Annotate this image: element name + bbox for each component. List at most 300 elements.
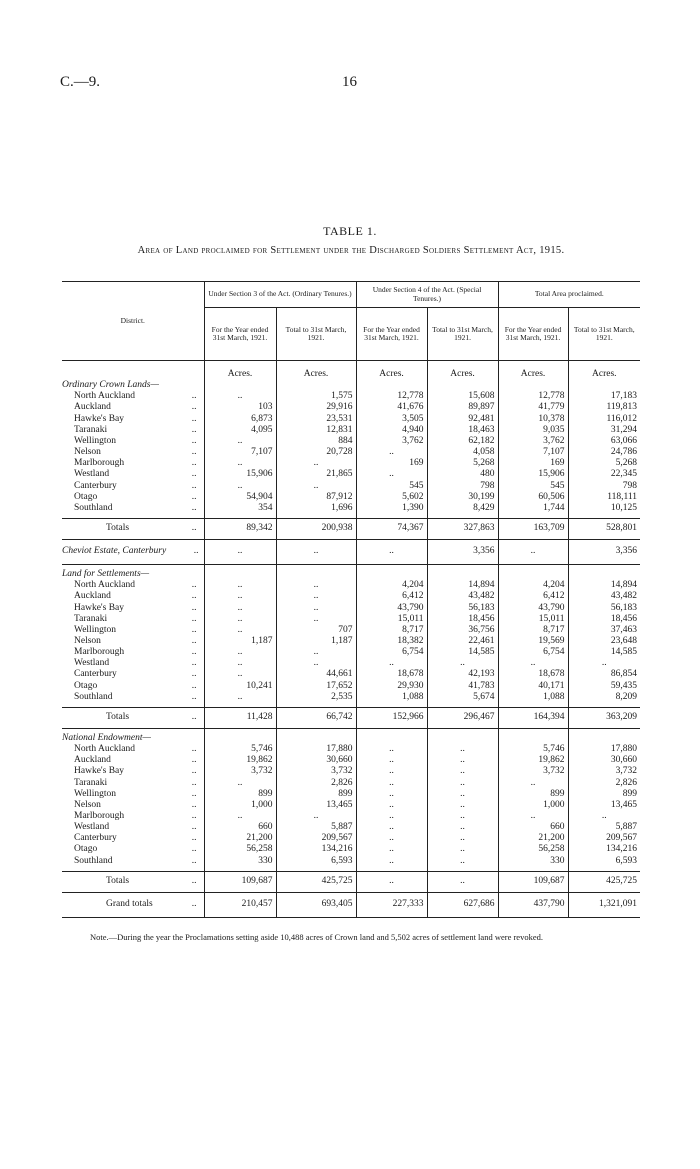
- empty-cell: [356, 728, 427, 744]
- value-cell: 899: [204, 789, 276, 800]
- leader: ..: [191, 712, 197, 723]
- col-total-3: Total to 31st March, 1921.: [568, 308, 640, 361]
- value-cell: 660: [498, 822, 568, 833]
- table-row: [62, 436, 640, 447]
- district-cell: [62, 766, 204, 777]
- value-cell: ..: [204, 580, 276, 591]
- value-cell: 13,465: [568, 800, 640, 811]
- value-cell: 3,356: [427, 540, 498, 565]
- value-cell: 21,200: [498, 833, 568, 844]
- district-name: Otago: [74, 680, 98, 691]
- value-cell: 89,897: [427, 402, 498, 413]
- value-cell: ..: [356, 833, 427, 844]
- district-cell: [62, 425, 204, 436]
- value-cell: ..: [568, 811, 640, 822]
- land-area-table: [62, 281, 640, 918]
- value-cell: 5,674: [427, 692, 498, 703]
- district-name: Otago: [74, 491, 98, 502]
- leader: ..: [191, 591, 197, 602]
- value-cell: ..: [276, 591, 356, 602]
- value-cell: 3,762: [356, 436, 427, 447]
- value-cell: 18,456: [568, 614, 640, 625]
- district-cell: [62, 414, 204, 425]
- value-cell: 23,531: [276, 414, 356, 425]
- leader: ..: [191, 744, 197, 755]
- value-cell: 4,058: [427, 447, 498, 458]
- total-cell: 425,725: [568, 871, 640, 892]
- leader: ..: [191, 402, 197, 413]
- value-cell: ..: [356, 658, 427, 669]
- value-cell: 43,790: [356, 603, 427, 614]
- unit-cell: Acres.: [498, 361, 568, 381]
- leader: ..: [191, 777, 197, 788]
- value-cell: 8,717: [498, 625, 568, 636]
- value-cell: 169: [498, 458, 568, 469]
- value-cell: 18,382: [356, 636, 427, 647]
- table-row: [62, 481, 640, 492]
- page-code: C.—9.: [60, 74, 101, 90]
- value-cell: ..: [498, 658, 568, 669]
- empty-cell: [498, 565, 568, 581]
- value-cell: ..: [356, 755, 427, 766]
- value-cell: ..: [204, 811, 276, 822]
- totals-row: [62, 871, 640, 892]
- value-cell: 118,111: [568, 492, 640, 503]
- value-cell: 3,732: [204, 766, 276, 777]
- district-cell: [62, 591, 204, 602]
- empty-cell: [356, 380, 427, 391]
- district-cell: [62, 647, 204, 658]
- leader: ..: [191, 624, 197, 635]
- value-cell: 545: [356, 481, 427, 492]
- footnote: Note.—During the year the Proclamations setting aside 10,488 acres of Crown land and 5,502 acres of settlement land were revoked.: [90, 932, 543, 942]
- value-cell: ..: [204, 481, 276, 492]
- total-cell: 296,467: [427, 707, 498, 728]
- table-row: [62, 856, 640, 867]
- value-cell: 5,602: [356, 492, 427, 503]
- grand-totals-label-cell: [62, 892, 204, 917]
- value-cell: ..: [204, 436, 276, 447]
- value-cell: 30,199: [427, 492, 498, 503]
- district-name: Taranaki: [74, 777, 108, 788]
- value-cell: 1,000: [498, 800, 568, 811]
- value-cell: ..: [204, 778, 276, 789]
- value-cell: 116,012: [568, 414, 640, 425]
- value-cell: 59,435: [568, 681, 640, 692]
- value-cell: 13,465: [276, 800, 356, 811]
- table-row: [62, 636, 640, 647]
- leader: ..: [191, 580, 197, 591]
- value-cell: ..: [356, 540, 427, 565]
- district-cell: [62, 692, 204, 703]
- district-cell: [62, 469, 204, 480]
- unit-cell: Acres.: [568, 361, 640, 381]
- unit-cell: Acres.: [276, 361, 356, 381]
- unit-cell: Acres.: [356, 361, 427, 381]
- district-cell: [62, 436, 204, 447]
- value-cell: 209,567: [276, 833, 356, 844]
- totals-label: Totals: [106, 876, 130, 887]
- value-cell: 40,171: [498, 681, 568, 692]
- value-cell: 15,906: [204, 469, 276, 480]
- value-cell: 87,912: [276, 492, 356, 503]
- district-name: Taranaki: [74, 424, 108, 435]
- value-cell: 330: [204, 856, 276, 867]
- value-cell: 18,463: [427, 425, 498, 436]
- value-cell: 7,107: [204, 447, 276, 458]
- value-cell: ..: [276, 603, 356, 614]
- unit-cell: Acres.: [427, 361, 498, 381]
- value-cell: 10,378: [498, 414, 568, 425]
- value-cell: 43,790: [498, 603, 568, 614]
- district-cell: [62, 603, 204, 614]
- value-cell: 92,481: [427, 414, 498, 425]
- total-cell: 109,687: [498, 871, 568, 892]
- district-cell: [62, 658, 204, 669]
- value-cell: 30,660: [276, 755, 356, 766]
- value-cell: ..: [276, 658, 356, 669]
- empty-cell: [568, 380, 640, 391]
- district-name: Wellington: [74, 624, 116, 635]
- value-cell: 56,258: [498, 844, 568, 855]
- value-cell: 86,854: [568, 669, 640, 680]
- district-cell: [62, 625, 204, 636]
- value-cell: 15,608: [427, 391, 498, 402]
- unit-cell: Acres.: [204, 361, 276, 381]
- district-cell: [62, 822, 204, 833]
- table-row: [62, 540, 640, 565]
- table-row: [62, 425, 640, 436]
- value-cell: 60,506: [498, 492, 568, 503]
- value-cell: 10,241: [204, 681, 276, 692]
- district-name: Hawke's Bay: [74, 766, 124, 777]
- total-cell: 11,428: [204, 707, 276, 728]
- col-total-1: Total to 31st March, 1921.: [276, 308, 356, 361]
- value-cell: 18,678: [498, 669, 568, 680]
- section4-header: Under Section 4 of the Act. (Special Tenures.): [356, 282, 498, 308]
- value-cell: ..: [204, 391, 276, 402]
- empty-cell: [568, 565, 640, 581]
- district-name: Marlborough: [74, 647, 125, 658]
- value-cell: 899: [498, 789, 568, 800]
- value-cell: 6,412: [498, 591, 568, 602]
- leader: ..: [191, 435, 197, 446]
- value-cell: ..: [356, 822, 427, 833]
- leader: ..: [191, 480, 197, 491]
- table-row: [62, 492, 640, 503]
- value-cell: 6,873: [204, 414, 276, 425]
- totals-label-cell: [62, 871, 204, 892]
- value-cell: 54,904: [204, 492, 276, 503]
- district-name: Marlborough: [74, 458, 125, 469]
- value-cell: 1,390: [356, 503, 427, 514]
- district-cell: [62, 402, 204, 413]
- value-cell: ..: [427, 789, 498, 800]
- grand-total-cell: 627,686: [427, 892, 498, 917]
- total-cell: 528,801: [568, 519, 640, 540]
- total-cell: 327,863: [427, 519, 498, 540]
- value-cell: ..: [427, 766, 498, 777]
- district-cell: [62, 755, 204, 766]
- table-row: [62, 669, 640, 680]
- value-cell: 17,880: [568, 744, 640, 755]
- value-cell: 5,887: [568, 822, 640, 833]
- value-cell: 354: [204, 503, 276, 514]
- table-row: [62, 766, 640, 777]
- district-cell: [62, 744, 204, 755]
- district-name: Nelson: [74, 635, 101, 646]
- value-cell: 12,831: [276, 425, 356, 436]
- value-cell: 1,575: [276, 391, 356, 402]
- empty-cell: [204, 380, 276, 391]
- district-name: Otago: [74, 844, 98, 855]
- value-cell: 3,505: [356, 414, 427, 425]
- value-cell: 17,652: [276, 681, 356, 692]
- value-cell: 29,916: [276, 402, 356, 413]
- value-cell: ..: [204, 669, 276, 680]
- district-name: Auckland: [74, 755, 111, 766]
- table-row: [62, 844, 640, 855]
- value-cell: 43,482: [427, 591, 498, 602]
- value-cell: ..: [204, 603, 276, 614]
- leader: ..: [191, 899, 197, 910]
- value-cell: ..: [276, 458, 356, 469]
- value-cell: 19,862: [204, 755, 276, 766]
- value-cell: 209,567: [568, 833, 640, 844]
- leader: ..: [191, 647, 197, 658]
- leader: ..: [191, 788, 197, 799]
- value-cell: ..: [498, 811, 568, 822]
- value-cell: 14,894: [568, 580, 640, 591]
- district-cell: [62, 580, 204, 591]
- table-row: [62, 625, 640, 636]
- value-cell: 14,894: [427, 580, 498, 591]
- leader: ..: [191, 613, 197, 624]
- value-cell: 8,209: [568, 692, 640, 703]
- grand-total-cell: 437,790: [498, 892, 568, 917]
- value-cell: 119,813: [568, 402, 640, 413]
- district-name: North Auckland: [74, 391, 135, 402]
- district-name: Wellington: [74, 435, 116, 446]
- value-cell: 480: [427, 469, 498, 480]
- empty-cell: [427, 380, 498, 391]
- total-cell: 200,938: [276, 519, 356, 540]
- value-cell: 7,107: [498, 447, 568, 458]
- value-cell: 31,294: [568, 425, 640, 436]
- district-name: Westland: [74, 658, 110, 669]
- value-cell: 1,088: [498, 692, 568, 703]
- value-cell: 23,648: [568, 636, 640, 647]
- value-cell: 17,183: [568, 391, 640, 402]
- table-row: [62, 458, 640, 469]
- value-cell: 707: [276, 625, 356, 636]
- district-name: Nelson: [74, 447, 101, 458]
- col-year-3: For the Year ended 31st March, 1921.: [498, 308, 568, 361]
- table-row: [62, 811, 640, 822]
- leader: ..: [191, 876, 197, 887]
- district-cell: [62, 856, 204, 867]
- value-cell: 37,463: [568, 625, 640, 636]
- empty-cell: [276, 380, 356, 391]
- col-total-2: Total to 31st March, 1921.: [427, 308, 498, 361]
- value-cell: ..: [356, 766, 427, 777]
- total-cell: 109,687: [204, 871, 276, 892]
- leader: ..: [191, 766, 197, 777]
- district-cell: [62, 844, 204, 855]
- value-cell: 5,746: [498, 744, 568, 755]
- grand-total-cell: 1,321,091: [568, 892, 640, 917]
- value-cell: 8,717: [356, 625, 427, 636]
- empty-cell: [427, 728, 498, 744]
- value-cell: 10,125: [568, 503, 640, 514]
- grand-total-cell: 693,405: [276, 892, 356, 917]
- value-cell: ..: [498, 540, 568, 565]
- leader: ..: [191, 855, 197, 866]
- value-cell: 4,095: [204, 425, 276, 436]
- district-cell: [62, 503, 204, 514]
- value-cell: ..: [204, 458, 276, 469]
- value-cell: 4,940: [356, 425, 427, 436]
- value-cell: 798: [568, 481, 640, 492]
- value-cell: 3,732: [568, 766, 640, 777]
- value-cell: 41,783: [427, 681, 498, 692]
- empty-cell: [427, 565, 498, 581]
- value-cell: ..: [427, 744, 498, 755]
- total-cell: 89,342: [204, 519, 276, 540]
- district-name: Southland: [74, 691, 113, 702]
- leader: ..: [191, 822, 197, 833]
- value-cell: ..: [427, 658, 498, 669]
- page-number: 16: [342, 74, 357, 90]
- value-cell: 12,778: [498, 391, 568, 402]
- district-cell: [62, 540, 204, 565]
- value-cell: 21,200: [204, 833, 276, 844]
- table-row: [62, 603, 640, 614]
- value-cell: ..: [427, 755, 498, 766]
- value-cell: 8,429: [427, 503, 498, 514]
- district-name: Canterbury: [74, 669, 117, 680]
- value-cell: 2,826: [568, 778, 640, 789]
- value-cell: 2,826: [276, 778, 356, 789]
- value-cell: 330: [498, 856, 568, 867]
- value-cell: 1,088: [356, 692, 427, 703]
- value-cell: 5,746: [204, 744, 276, 755]
- spacer-cell: [62, 361, 204, 381]
- value-cell: ..: [204, 614, 276, 625]
- value-cell: 56,258: [204, 844, 276, 855]
- table-row: [62, 402, 640, 413]
- value-cell: 20,728: [276, 447, 356, 458]
- leader: ..: [191, 424, 197, 435]
- value-cell: ..: [356, 447, 427, 458]
- value-cell: 545: [498, 481, 568, 492]
- leader: ..: [191, 447, 197, 458]
- totals-label-cell: [62, 707, 204, 728]
- empty-cell: [356, 565, 427, 581]
- value-cell: 169: [356, 458, 427, 469]
- value-cell: 62,182: [427, 436, 498, 447]
- value-cell: 12,778: [356, 391, 427, 402]
- section-title-row: [62, 565, 640, 581]
- value-cell: 36,756: [427, 625, 498, 636]
- section-title: Cheviot Estate, Canterbury: [62, 546, 167, 557]
- value-cell: 1,744: [498, 503, 568, 514]
- value-cell: ..: [204, 625, 276, 636]
- table-row: [62, 591, 640, 602]
- district-cell: [62, 681, 204, 692]
- value-cell: 1,187: [204, 636, 276, 647]
- district-name: Hawke's Bay: [74, 602, 124, 613]
- section-title-row: [62, 380, 640, 391]
- value-cell: ..: [356, 844, 427, 855]
- table-row: [62, 414, 640, 425]
- value-cell: 14,585: [427, 647, 498, 658]
- table-row: [62, 614, 640, 625]
- value-cell: 3,356: [568, 540, 640, 565]
- value-cell: 19,862: [498, 755, 568, 766]
- grand-total-cell: 210,457: [204, 892, 276, 917]
- grand-totals-label: Grand totals: [106, 899, 153, 910]
- value-cell: ..: [356, 811, 427, 822]
- value-cell: ..: [356, 856, 427, 867]
- empty-cell: [276, 565, 356, 581]
- empty-cell: [568, 728, 640, 744]
- table-row: [62, 789, 640, 800]
- leader: ..: [191, 680, 197, 691]
- table-row: [62, 447, 640, 458]
- district-name: Wellington: [74, 788, 116, 799]
- district-name: Hawke's Bay: [74, 413, 124, 424]
- value-cell: 6,754: [356, 647, 427, 658]
- district-cell: [62, 492, 204, 503]
- empty-cell: [276, 728, 356, 744]
- district-name: Taranaki: [74, 613, 108, 624]
- value-cell: ..: [356, 744, 427, 755]
- value-cell: ..: [356, 778, 427, 789]
- value-cell: 798: [427, 481, 498, 492]
- leader: ..: [191, 669, 197, 680]
- district-cell: [62, 800, 204, 811]
- district-name: Westland: [74, 822, 110, 833]
- district-cell: [62, 481, 204, 492]
- totals-label: Totals: [106, 712, 130, 723]
- table-row: [62, 822, 640, 833]
- value-cell: 4,204: [498, 580, 568, 591]
- value-cell: ..: [427, 833, 498, 844]
- value-cell: 884: [276, 436, 356, 447]
- table-subtitle: Area of Land proclaimed for Settlement under the Discharged Soldiers Settlement Act, 1915.: [137, 245, 565, 256]
- district-name: Westland: [74, 469, 110, 480]
- total-cell: ..: [427, 871, 498, 892]
- leader: ..: [191, 833, 197, 844]
- leader: ..: [191, 491, 197, 502]
- table-row: [62, 658, 640, 669]
- value-cell: ..: [204, 658, 276, 669]
- value-cell: 1,696: [276, 503, 356, 514]
- district-cell: [62, 789, 204, 800]
- total-cell: 152,966: [356, 707, 427, 728]
- district-cell: [62, 811, 204, 822]
- value-cell: ..: [498, 778, 568, 789]
- total-cell: 164,394: [498, 707, 568, 728]
- empty-cell: [204, 565, 276, 581]
- value-cell: 6,754: [498, 647, 568, 658]
- grand-total-cell: 227,333: [356, 892, 427, 917]
- leader: ..: [191, 635, 197, 646]
- table-row: [62, 469, 640, 480]
- leader: ..: [191, 844, 197, 855]
- leader: ..: [191, 811, 197, 821]
